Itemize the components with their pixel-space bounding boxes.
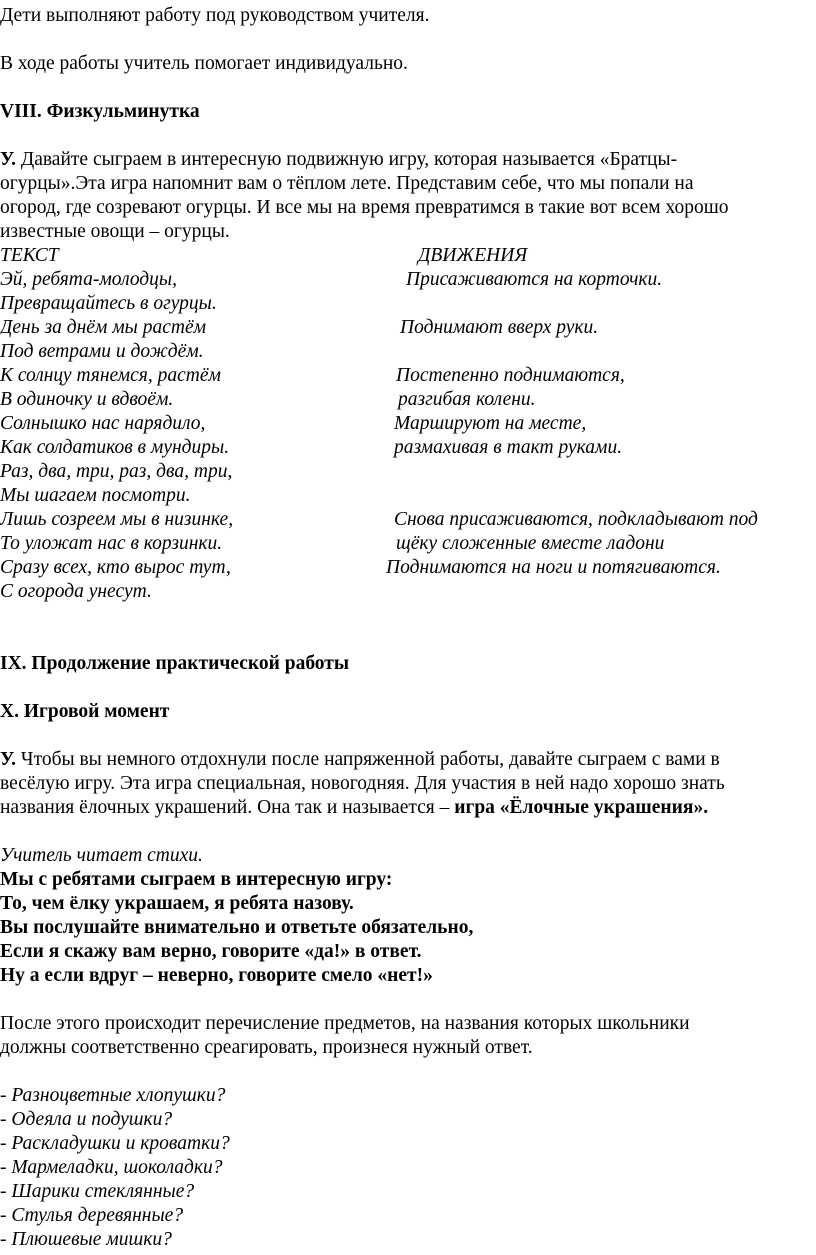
section-8-paragraph-line-2: огурцы».Эта игра напомнит вам о тёплом лете. Представим себе, что мы попали на [0, 173, 694, 194]
section-8-paragraph-line-3: огород, где созревают огурцы. И все мы на время превратимся в такие вот всем хорошо [0, 197, 729, 218]
poem-line: Если я скажу вам верно, говорите «да!» в ответ. [0, 941, 422, 962]
exercise-move: Маршируют на месте, [394, 413, 587, 434]
poem-line: То, чем ёлку украшаем, я ребята назову. [0, 893, 354, 914]
game-name: игра «Ёлочные украшения». [454, 797, 709, 818]
exercise-move: Присаживаются на корточки. [406, 269, 663, 290]
exercise-text: То уложат нас в корзинки. [0, 533, 223, 554]
exercise-text: Солнышко нас нарядило, [0, 413, 206, 434]
list-item: - Мармеладки, шоколадки? [0, 1157, 223, 1178]
exercise-text: Мы шагаем посмотри. [0, 485, 191, 506]
exercise-text: Под ветрами и дождём. [0, 341, 204, 362]
column-header-moves: ДВИЖЕНИЯ [418, 245, 528, 266]
list-item: - Одеяла и подушки? [0, 1109, 173, 1130]
after-paragraph-line-2: должны соответственно среагировать, произнеся нужный ответ. [0, 1037, 533, 1058]
exercise-text: Сразу всех, кто вырос тут, [0, 557, 231, 578]
exercise-move: Поднимаются на ноги и потягиваются. [386, 557, 721, 578]
exercise-text: День за днём мы растём [0, 317, 207, 338]
section-10-paragraph-line-3 [0, 796, 708, 820]
teacher-mark: У. [0, 149, 17, 170]
teacher-reads-note: Учитель читает стихи. [0, 845, 203, 866]
exercise-text: К солнцу тянемся, растём [0, 365, 221, 386]
exercise-text: В одиночку и вдвоём. [0, 389, 174, 410]
exercise-move: Поднимают вверх руки. [400, 317, 599, 338]
exercise-text: Лишь созреем мы в низинке, [0, 509, 234, 530]
exercise-text: Превращайтесь в огурцы. [0, 293, 217, 314]
section-8-paragraph-line-4: известные овощи – огурцы. [0, 221, 230, 242]
column-header-text: ТЕКСТ [0, 245, 59, 266]
section-10-paragraph-line-1 [0, 748, 720, 772]
exercise-move: щёку сложенные вместе ладони [396, 533, 665, 554]
list-item: - Раскладушки и кроватки? [0, 1133, 230, 1154]
list-item: - Стулья деревянные? [0, 1205, 184, 1226]
teacher-mark: У. [0, 749, 17, 770]
intro-line-2: В ходе работы учитель помогает индивидуально. [0, 53, 408, 74]
exercise-text: Раз, два, три, раз, два, три, [0, 461, 233, 482]
exercise-move: Постепенно поднимаются, [396, 365, 625, 386]
exercise-text: Эй, ребята-молодцы, [0, 269, 178, 290]
exercise-move: разгибая колени. [398, 389, 536, 410]
list-item: - Разноцветные хлопушки? [0, 1085, 226, 1106]
exercise-move: Снова присаживаются, подкладывают под [394, 509, 758, 530]
section-9-heading: IX. Продолжение практической работы [0, 653, 350, 674]
exercise-text: Как солдатиков в мундиры. [0, 437, 230, 458]
poem-line: Мы с ребятами сыграем в интересную игру: [0, 869, 393, 890]
list-item: - Плюшевые мишки? [0, 1229, 172, 1250]
intro-line-1: Дети выполняют работу под руководством учителя. [0, 5, 430, 26]
paragraph-text: Давайте сыграем в интересную подвижную игру, которая называется «Братцы- [16, 149, 678, 170]
section-8-heading: VIII. Физкульминутка [0, 101, 200, 122]
paragraph-text: названия ёлочных украшений. Она так и называется – [0, 797, 455, 818]
section-8-paragraph-line-1 [0, 148, 677, 172]
poem-line: Вы послушайте внимательно и ответьте обязательно, [0, 917, 474, 938]
poem-line: Ну а если вдруг – неверно, говорите смело «нет!» [0, 965, 433, 986]
exercise-text: С огорода унесут. [0, 581, 152, 602]
after-paragraph-line-1: После этого происходит перечисление предметов, на названия которых школьники [0, 1013, 690, 1034]
section-10-heading: X. Игровой момент [0, 701, 170, 722]
section-10-paragraph-line-2: весёлую игру. Эта игра специальная, новогодняя. Для участия в ней надо хорошо знать [0, 773, 725, 794]
list-item: - Шарики стеклянные? [0, 1181, 195, 1202]
exercise-move: размахивая в такт руками. [394, 437, 623, 458]
paragraph-text: Чтобы вы немного отдохнули после напряженной работы, давайте сыграем с вами в [16, 749, 720, 770]
